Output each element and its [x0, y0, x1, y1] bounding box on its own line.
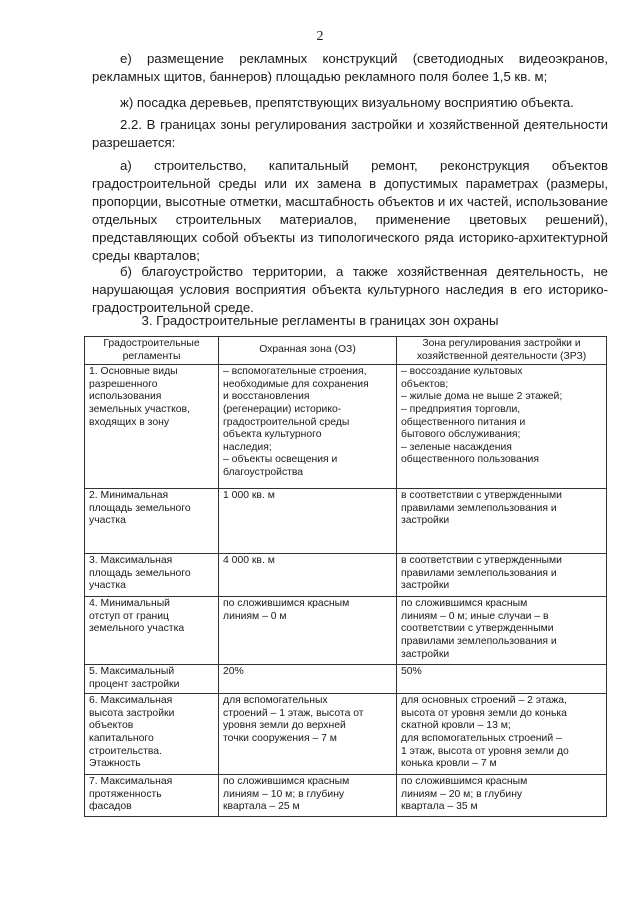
table-row — [85, 554, 607, 597]
paragraph-b-landscaping: б) благоустройство территории, а также хозяйственная деятельность, не нарушающая условия восприятия объекта культурного наследия в его историко-градостроительной среде. — [92, 264, 608, 315]
section-heading: 3. Градостроительные регламенты в границах зон охраны — [141, 313, 499, 328]
zrz-cell: 50% — [397, 665, 607, 694]
zrz-cell: для основных строений – 2 этажа, высота от уровня земли до конька скатной кровли – 13 м; для вспомогательных строений – 1 этаж, высота от уровня земли до конька кровли – 7 м — [397, 694, 607, 775]
table-row — [85, 597, 607, 665]
regulation-cell: 6. Максимальная высота застройки объектов капитального строительства. Этажность — [85, 694, 219, 775]
paragraph-a-construction: а) строительство, капитальный ремонт, реконструкция объектов градостроительной среды или их замена в допустимых параметрах (размеры, пропорции, высотные отметки, масштабность объектов и их частей, использование отдельных строительных материалов, применение цветовых решений), представляющих собой объекты из типологического ряда историко-архитектурной среды кварталов; — [92, 158, 608, 263]
oz-cell: 20% — [219, 665, 397, 694]
table-row — [85, 489, 607, 554]
regulation-cell: 4. Минимальный отступ от границ земельного участка — [85, 597, 219, 665]
header-zrz: Зона регулирования застройки и хозяйственной деятельности (ЗРЗ) — [397, 337, 607, 365]
regulation-cell: 5. Максимальный процент застройки — [85, 665, 219, 694]
table-row — [85, 694, 607, 775]
zrz-cell: в соответствии с утвержденными правилами землепользования и застройки — [397, 489, 607, 554]
table-header-row — [85, 337, 607, 365]
regulations-table — [84, 336, 607, 817]
table-row — [85, 365, 607, 489]
oz-cell: 4 000 кв. м — [219, 554, 397, 597]
zrz-cell: по сложившимся красным линиям – 20 м; в глубину квартала – 35 м — [397, 775, 607, 817]
table-row — [85, 775, 607, 817]
paragraph-e-advertising: е) размещение рекламных конструкций (светодиодных видеоэкранов, рекламных щитов, баннеров) площадью рекламного поля более 1,5 кв. м; — [92, 51, 608, 84]
table-row — [85, 665, 607, 694]
page-number: 2 — [316, 29, 324, 44]
header-oz: Охранная зона (ОЗ) — [219, 337, 397, 365]
regulation-cell: 1. Основные виды разрешенного использования земельных участков, входящих в зону — [85, 365, 219, 489]
oz-cell: по сложившимся красным линиям – 0 м — [219, 597, 397, 665]
oz-cell: по сложившимся красным линиям – 10 м; в глубину квартала – 25 м — [219, 775, 397, 817]
regulation-cell: 2. Минимальная площадь земельного участка — [85, 489, 219, 554]
oz-cell: 1 000 кв. м — [219, 489, 397, 554]
regulation-cell: 3. Максимальная площадь земельного участка — [85, 554, 219, 597]
oz-cell: для вспомогательных строений – 1 этаж, высота от уровня земли до верхней точки сооружения – 7 м — [219, 694, 397, 775]
header-regulations: Градостроительные регламенты — [85, 337, 219, 365]
zrz-cell: по сложившимся красным линиям – 0 м; иные случаи – в соответствии с утвержденными правилами землепользования и застройки — [397, 597, 607, 665]
zrz-cell: в соответствии с утвержденными правилами землепользования и застройки — [397, 554, 607, 597]
paragraph-zh-trees: ж) посадка деревьев, препятствующих визуальному восприятию объекта. — [120, 95, 574, 110]
paragraph-2-2-permitted: 2.2. В границах зоны регулирования застройки и хозяйственной деятельности разрешается: — [92, 117, 608, 150]
zrz-cell: – воссоздание культовых объектов; – жилые дома не выше 2 этажей; – предприятия торговли, общественного питания и бытового обслуживания; – зеленые насаждения общественного пользования — [397, 365, 607, 489]
regulation-cell: 7. Максимальная протяженность фасадов — [85, 775, 219, 817]
oz-cell: – вспомогательные строения, необходимые для сохранения и восстановления (регенерации) историко- градостроительной среды объекта культурного наследия; – объекты освещения и благоустройства — [219, 365, 397, 489]
